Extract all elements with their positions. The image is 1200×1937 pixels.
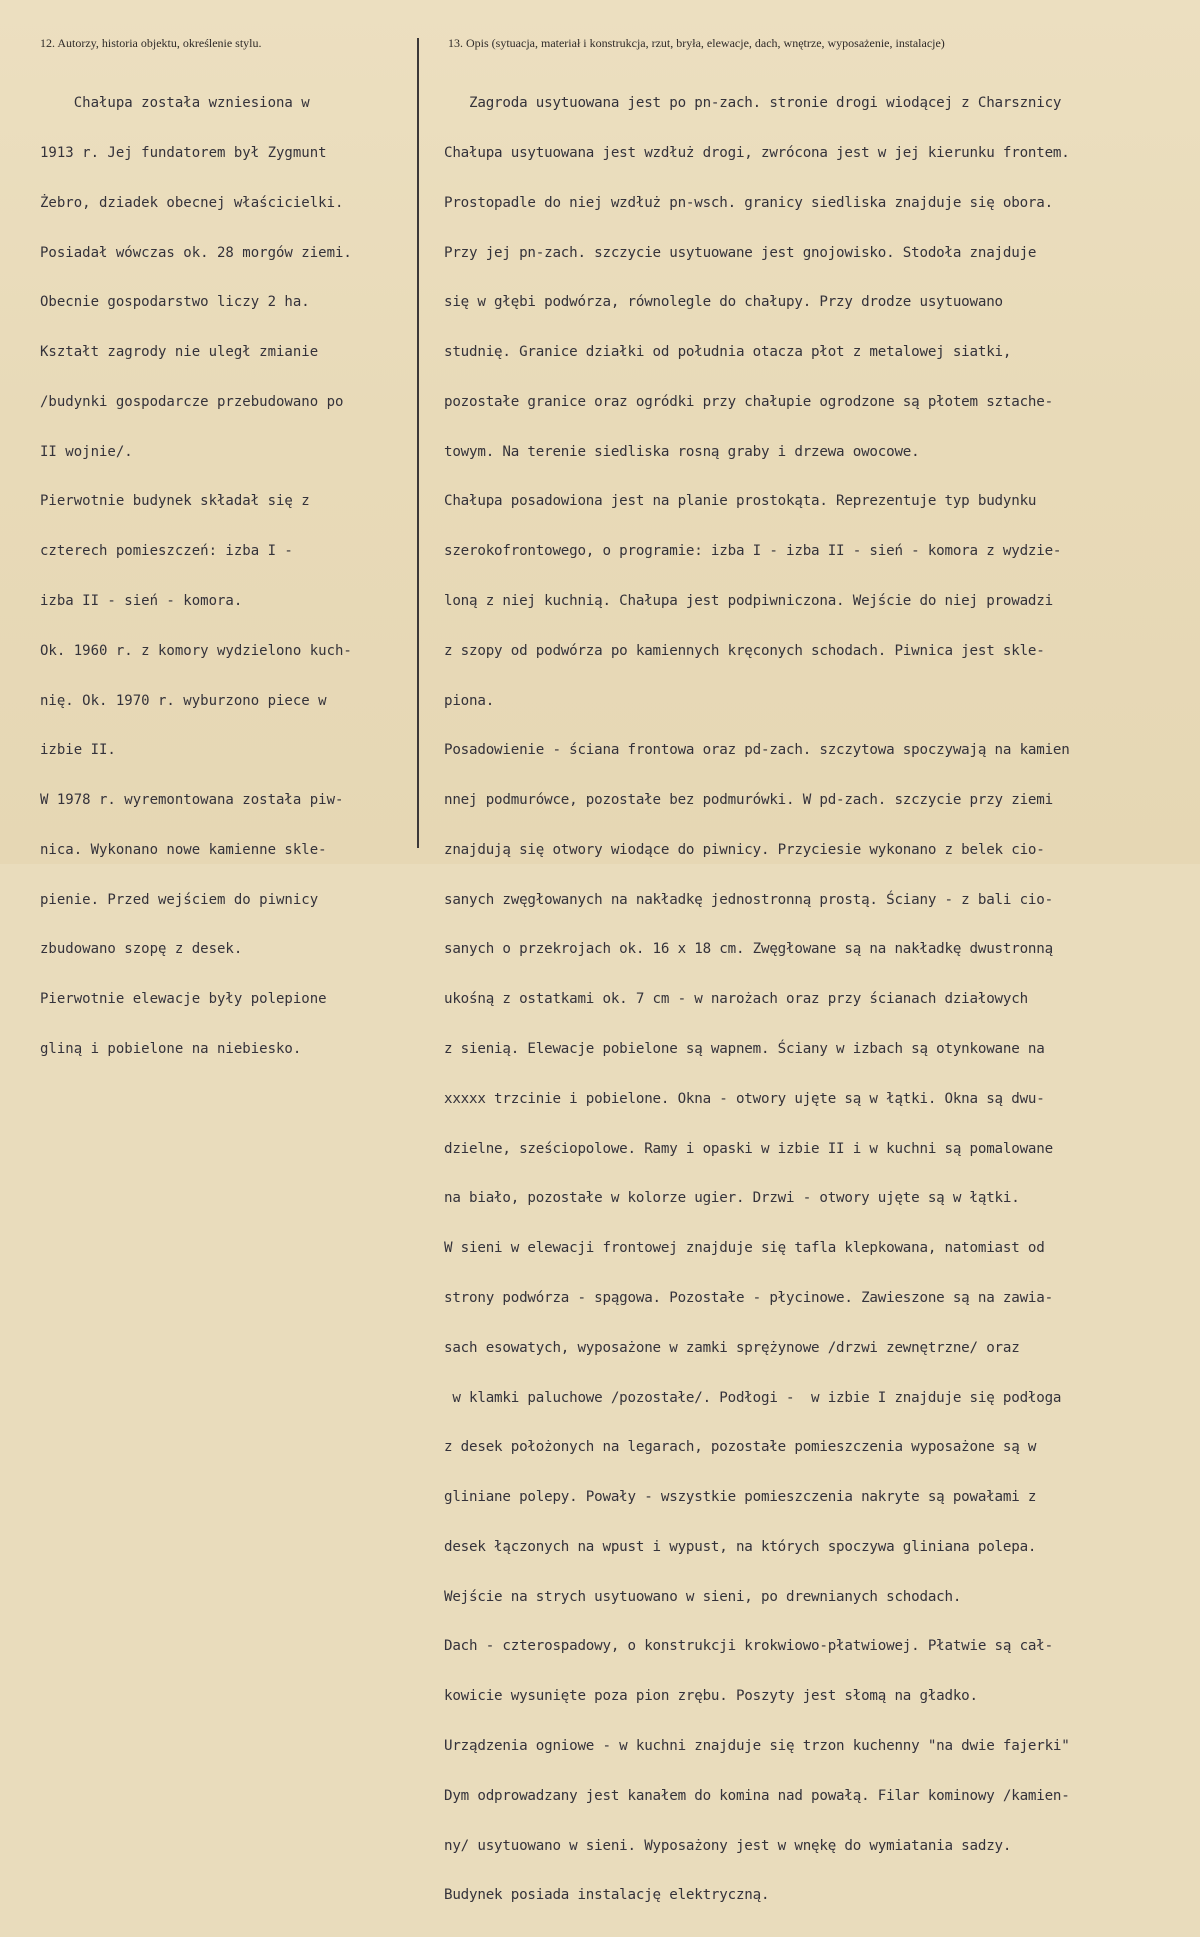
text-line: strony podwórza - spągowa. Pozostałe - płycinowe. Zawieszone są na zawia- bbox=[444, 1289, 1053, 1306]
text-line: Pierwotnie budynek składał się z bbox=[40, 493, 310, 510]
text-line: W 1978 r. wyremontowana została piw- bbox=[40, 792, 344, 809]
text-line: Obecnie gospodarstwo liczy 2 ha. bbox=[40, 294, 310, 311]
text-line: zbudowano szopę z desek. bbox=[40, 941, 243, 958]
text-line: nnej podmurówce, pozostałe bez podmurówki. W pd-zach. szczycie przy ziemi bbox=[444, 792, 1053, 809]
text-line: Prostopadle do niej wzdłuż pn-wsch. granicy siedliska znajduje się obora. bbox=[444, 194, 1053, 211]
text-line: Chałupa usytuowana jest wzdłuż drogi, zwrócona jest w jej kierunku frontem. bbox=[444, 144, 1070, 161]
text-line: gliną i pobielone na niebiesko. bbox=[40, 1041, 302, 1058]
text-line: pienie. Przed wejściem do piwnicy bbox=[40, 891, 319, 908]
text-line: izba II - sień - komora. bbox=[40, 593, 243, 609]
section-13-header: 13. Opis (sytuacja, materiał i konstrukcja, rzut, bryła, elewacje, dach, wnętrze, wyposażenie, instalacje) bbox=[448, 36, 945, 50]
text-line: sanych o przekrojach ok. 16 x 18 cm. Zwęgłowane są na nakładkę dwustronną bbox=[444, 941, 1053, 958]
text-line: Przy jej pn-zach. szczycie usytuowane jest gnojowisko. Stodoła znajduje bbox=[444, 244, 1037, 261]
text-line: Posadowienie - ściana frontowa oraz pd-zach. szczytowa spoczywają na kamien bbox=[444, 742, 1070, 759]
text-line: sach esowatych, wyposażone w zamki sprężynowe /drzwi zewnętrzne/ oraz bbox=[444, 1339, 1020, 1356]
text-line: się w głębi podwórza, równolegle do chałupy. Przy drodze usytuowano bbox=[444, 294, 1003, 311]
text-line: z desek położonych na legarach, pozostałe pomieszczenia wyposażone są w bbox=[444, 1439, 1037, 1456]
text-line: Urządzenia ogniowe - w kuchni znajduje się trzon kuchenny "na dwie fajerki" bbox=[444, 1737, 1070, 1754]
text-line: ny/ usytuowano w sieni. Wyposażony jest w wnękę do wymiatania sadzy. bbox=[444, 1837, 1012, 1854]
text-line: Budynek posiada instalację elektryczną. bbox=[444, 1887, 770, 1904]
text-line: nica. Wykonano nowe kamienne skle- bbox=[40, 841, 327, 858]
text-line: pozostałe granice oraz ogródki przy chałupie ogrodzone są płotem sztache- bbox=[444, 393, 1053, 410]
text-line: loną z niej kuchnią. Chałupa jest podpiwniczona. Wejście do niej prowadzi bbox=[444, 593, 1053, 609]
text-line: dzielne, sześciopolowe. Ramy i opaski w izbie II i w kuchni są pomalowane bbox=[444, 1140, 1053, 1157]
section-12-header: 12. Autorzy, historia objektu, określenie stylu. bbox=[40, 36, 262, 50]
text-line: studnię. Granice działki od południa otacza płot z metalowej siatki, bbox=[444, 344, 1012, 361]
text-line: W sieni w elewacji frontowej znajduje się tafla klepkowana, natomiast od bbox=[444, 1240, 1045, 1257]
text-line: Pierwotnie elewacje były polepione bbox=[40, 991, 327, 1008]
text-line: Ok. 1960 r. z komory wydzielono kuch- bbox=[40, 642, 352, 659]
text-line: w klamki paluchowe /pozostałe/. Podłogi - w izbie I znajduje się podłoga bbox=[444, 1389, 1062, 1406]
description-text bbox=[444, 62, 1196, 1937]
text-line: sanych zwęgłowanych na nakładkę jednostronną prostą. Ściany - z bali cio- bbox=[444, 891, 1053, 908]
text-line: Żebro, dziadek obecnej właścicielki. bbox=[40, 194, 344, 211]
text-line: Chałupa posadowiona jest na planie prostokąta. Reprezentuje typ budynku bbox=[444, 493, 1037, 510]
text-line: II wojnie/. bbox=[40, 443, 133, 460]
text-line: Posiadał wówczas ok. 28 morgów ziemi. bbox=[40, 244, 352, 261]
text-line: piona. bbox=[444, 692, 495, 709]
text-line: Kształt zagrody nie uległ zmianie bbox=[40, 344, 319, 361]
text-line: kowicie wysunięte poza pion zrębu. Poszyty jest słomą na gładko. bbox=[444, 1688, 978, 1705]
text-line: gliniane polepy. Powały - wszystkie pomieszczenia nakryte są powałami z bbox=[444, 1489, 1037, 1506]
text-line: znajdują się otwory wiodące do piwnicy. Przyciesie wykonano z belek cio- bbox=[444, 841, 1045, 858]
text-line: Dach - czterospadowy, o konstrukcji krokwiowo-płatwiowej. Płatwie są cał- bbox=[444, 1638, 1053, 1655]
text-line: desek łączonych na wpust i wypust, na których spoczywa gliniana polepa. bbox=[444, 1538, 1037, 1555]
text-line: szerokofrontowego, o programie: izba I - izba II - sień - komora z wydzie- bbox=[444, 543, 1062, 560]
text-line: 1913 r. Jej fundatorem był Zygmunt bbox=[40, 144, 327, 161]
text-line: /budynki gospodarcze przebudowano po bbox=[40, 393, 344, 410]
text-line: czterech pomieszczeń: izba I - bbox=[40, 543, 293, 560]
text-line: Zagroda usytuowana jest po pn-zach. stronie drogi wiodącej z Charsznicy bbox=[444, 95, 1062, 112]
text-line: xxxxx trzcinie i pobielone. Okna - otwory ujęte są w łątki. Okna są dwu- bbox=[444, 1090, 1045, 1107]
text-line: Wejście na strych usytuowano w sieni, po drewnianych schodach. bbox=[444, 1588, 962, 1605]
text-line: Dym odprowadzany jest kanałem do komina nad powałą. Filar kominowy /kamien- bbox=[444, 1787, 1070, 1804]
history-text bbox=[40, 62, 412, 1091]
text-line: Chałupa została wzniesiona w bbox=[40, 95, 310, 112]
text-line: z szopy od podwórza po kamiennych kręconych schodach. Piwnica jest skle- bbox=[444, 642, 1045, 659]
column-divider bbox=[417, 38, 419, 848]
text-line: na biało, pozostałe w kolorze ugier. Drzwi - otwory ujęte są w łątki. bbox=[444, 1190, 1020, 1207]
text-line: z sienią. Elewacje pobielone są wapnem. Ściany w izbach są otynkowane na bbox=[444, 1041, 1045, 1058]
text-line: nię. Ok. 1970 r. wyburzono piece w bbox=[40, 692, 327, 709]
text-line: ukośną z ostatkami ok. 7 cm - w narożach oraz przy ścianach działowych bbox=[444, 991, 1028, 1008]
text-line: towym. Na terenie siedliska rosną graby i drzewa owocowe. bbox=[444, 443, 920, 460]
text-line: izbie II. bbox=[40, 742, 116, 759]
